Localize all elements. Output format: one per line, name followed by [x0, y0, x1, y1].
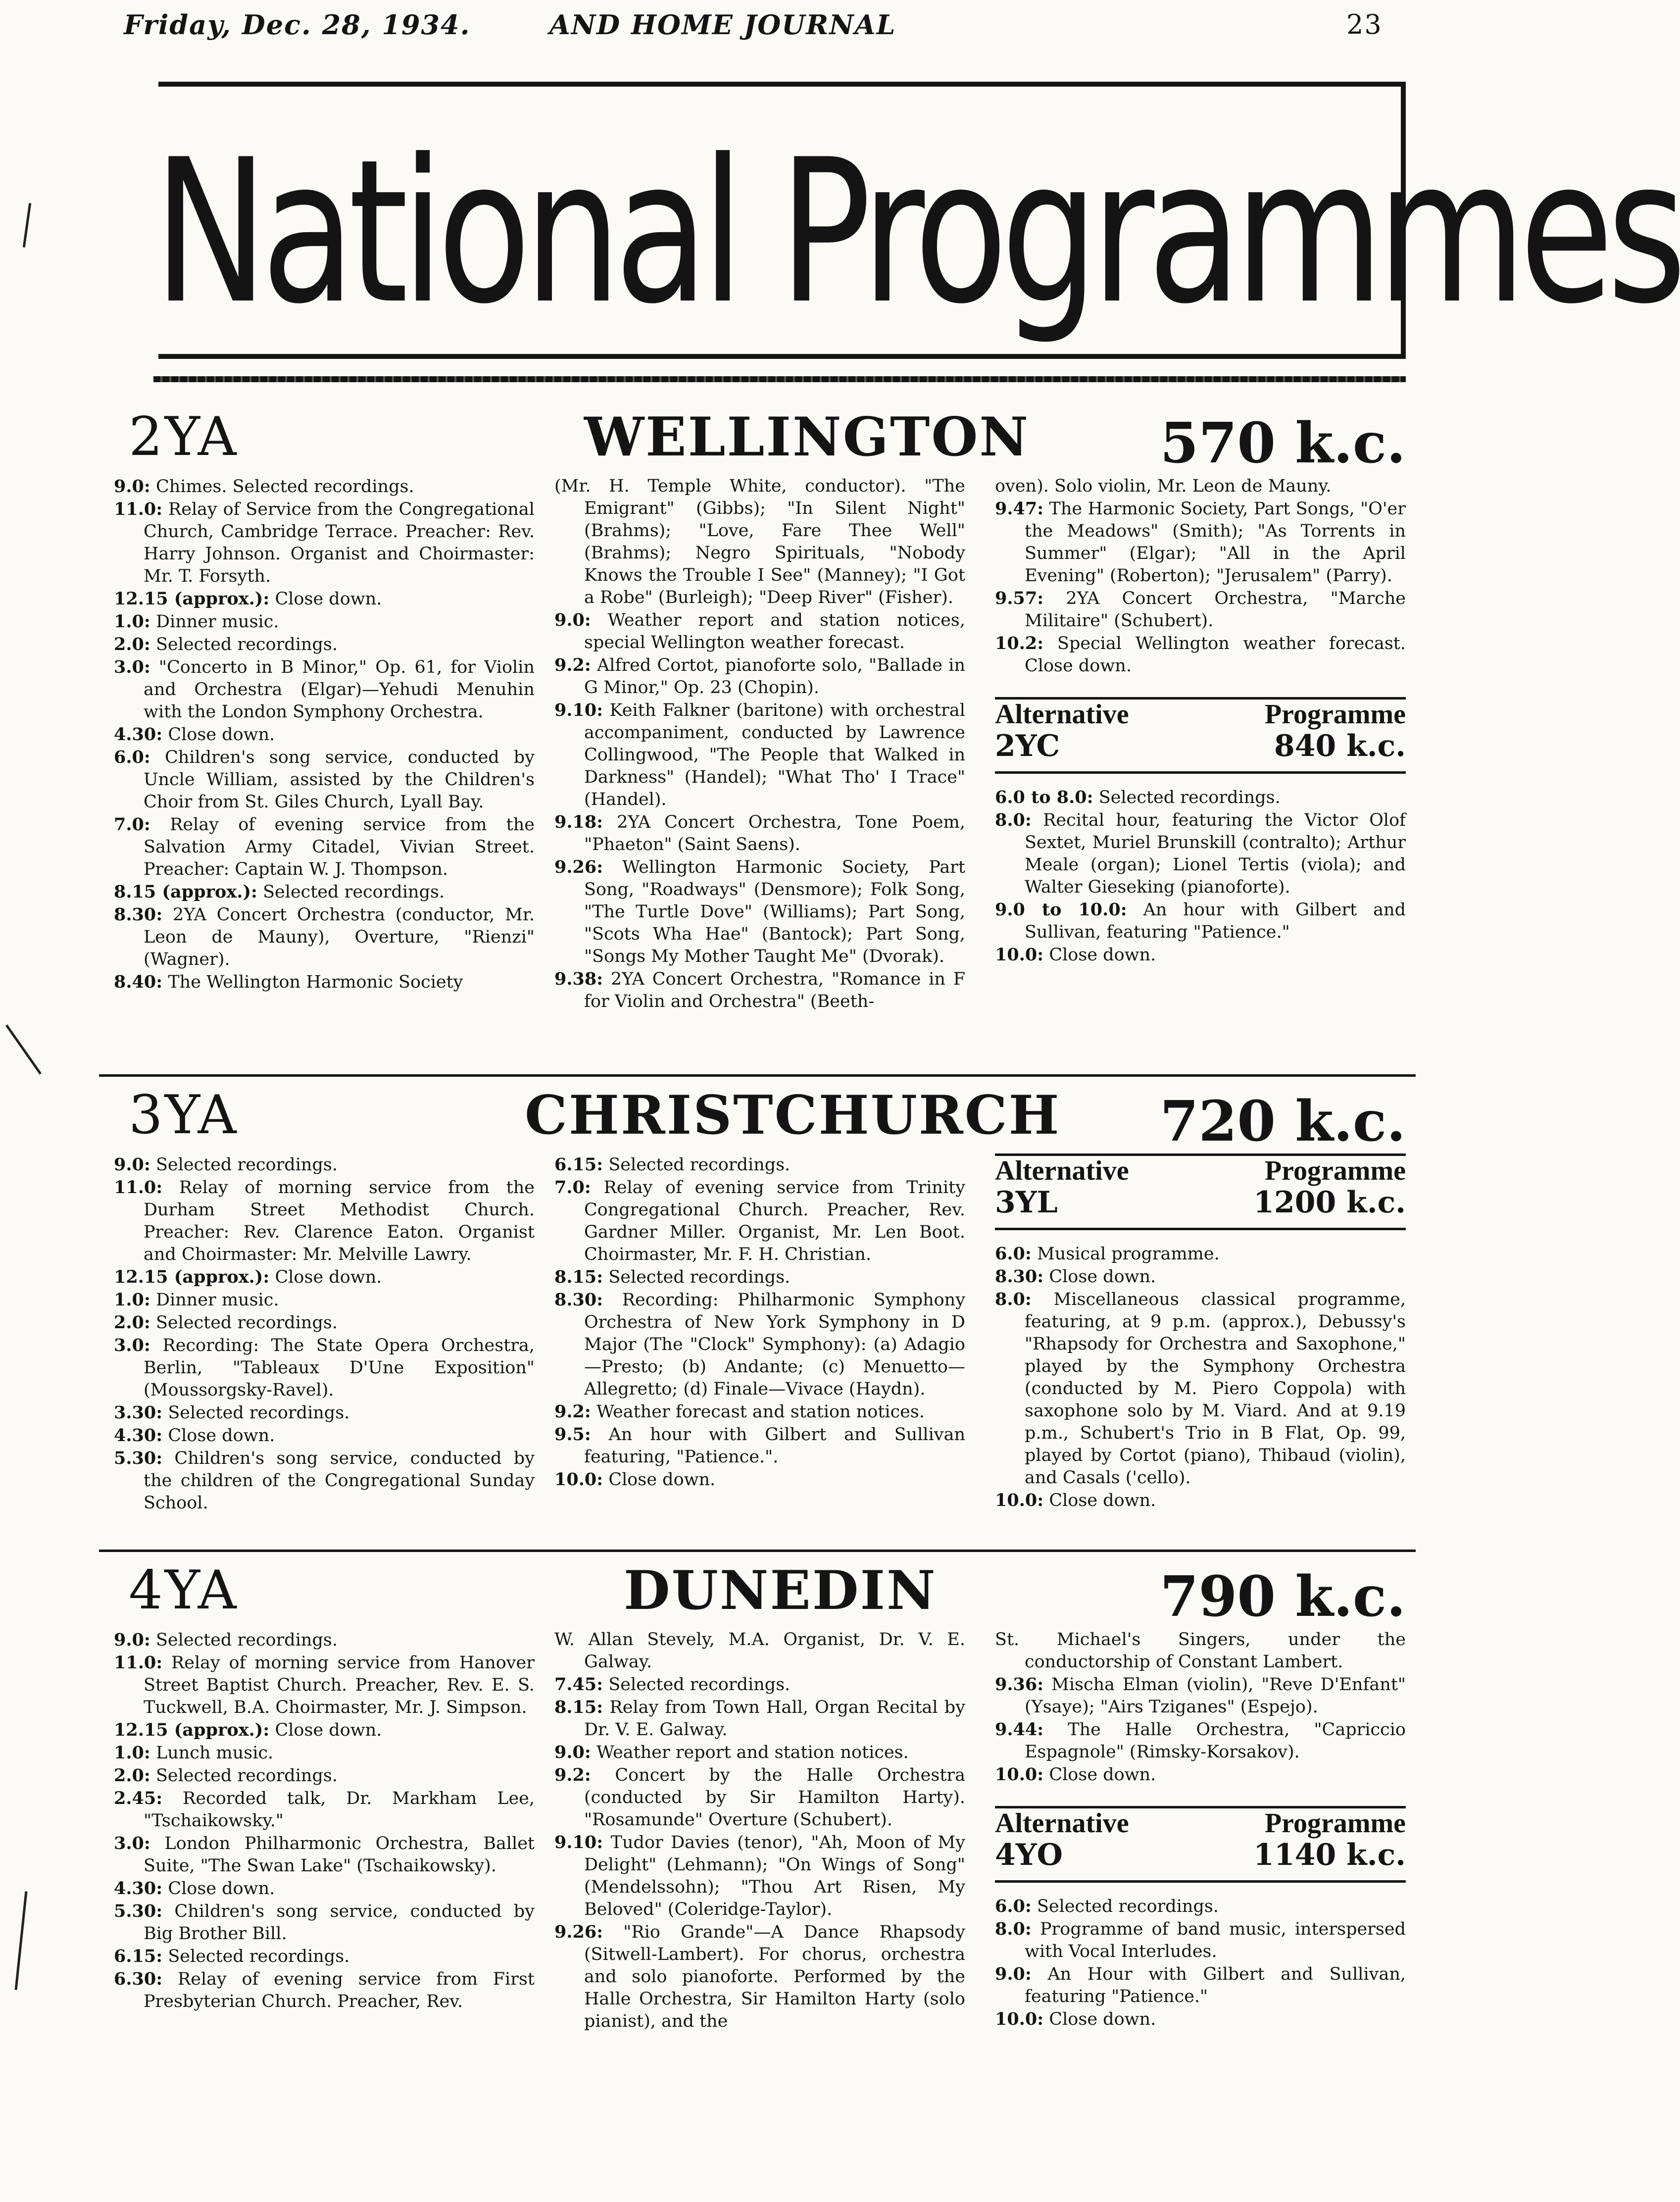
programme-entry	[554, 1831, 965, 1921]
entry-time: 4.30:	[114, 1878, 163, 1899]
entry-text: Children's song service, conducted by Big Brother Bill.	[144, 1902, 535, 1944]
programme-entry	[114, 1176, 535, 1266]
entry-text: "Rio Grande"—A Dance Rhapsody (Sitwell-Lambert). For chorus, orchestra and solo pianoforte. Performed by the Halle Orchestra, Sir Hamilton Harty (solo pianist), and the	[584, 1922, 965, 2031]
programme-entry	[995, 587, 1406, 632]
programme-entry	[114, 1266, 535, 1289]
entry-time: 9.47:	[995, 499, 1044, 519]
entry-text: Keith Falkner (baritone) with orchestral accompaniment, conducted by Lawrence Collingwood, "The People that Walked in Darkness" (Handel); "What Tho' I Trace" (Handel).	[584, 701, 965, 809]
entry-text: Selected recordings.	[168, 1403, 350, 1423]
entry-time: 2.45:	[114, 1788, 163, 1808]
programme-entry	[554, 1153, 965, 1176]
running-head	[124, 9, 1383, 53]
journal-name: AND HOME JOURNAL	[549, 9, 896, 41]
programme-entry	[995, 1718, 1406, 1763]
entry-text: 2YA Concert Orchestra, "Romance in F for Violin and Orchestra" (Beeth-	[584, 969, 965, 1011]
entry-text: Miscellaneous classical programme, featuring, at 9 p.m. (approx.), Debussy's "Rhapsody for Orchestra and Saxophone," played by the Symphony Orchestra (conducted by M. Piero Coppola) with saxophone solo by M. Viard. And at 9.19 p.m., Schubert's Trio in B Flat, Op. 99, played by Cortot (piano), Thibaud (violin), and Casals ('cello).	[1025, 1290, 1406, 1488]
entry-time: 4.30:	[114, 1425, 163, 1446]
entry-time: 9.0:	[554, 1742, 591, 1762]
programme-entry	[114, 1968, 535, 2013]
programme-entry	[554, 475, 965, 609]
entry-time: 7.0:	[554, 1177, 591, 1198]
entry-text: Selected recordings.	[1098, 788, 1281, 807]
programme-entry	[114, 1311, 535, 1334]
entry-text: Selected recordings.	[168, 1947, 350, 1966]
entry-text: Close down.	[1049, 1267, 1156, 1287]
programme-entry	[995, 1243, 1406, 1265]
column-middle	[554, 1629, 965, 2033]
entry-text: Recorded talk, Dr. Markham Lee, "Tschaikowsky."	[144, 1789, 535, 1831]
programme-entry	[114, 610, 535, 633]
station-frequency: 570 k.c.	[1160, 411, 1406, 476]
entry-time: 9.10:	[554, 1832, 603, 1852]
entry-time: 9.2:	[554, 655, 591, 675]
section-divider	[99, 1074, 1416, 1077]
entry-text: Wellington Harmonic Society, Part Song, "Roadways" (Densmore); Folk Song, "The Turtle Dove" (Williams); Part Song, "Scots Wha Hae" (Bantock); Part Song, "Songs My Mother Taught Me" (Dvorak).	[584, 857, 965, 966]
programme-entry	[114, 1832, 535, 1877]
entry-text: Dinner music.	[155, 1290, 279, 1310]
entry-time: 9.0:	[554, 610, 591, 630]
alternative-programme	[995, 1153, 1406, 1512]
entry-time: 8.0:	[995, 1289, 1032, 1309]
programme-entry	[114, 903, 535, 971]
entry-time: 9.0 to 10.0:	[995, 900, 1127, 920]
entry-time: 9.0:	[114, 1154, 150, 1175]
programme-entry	[554, 1696, 965, 1741]
column-right	[995, 1629, 1406, 2031]
entry-time: 6.0:	[995, 1896, 1032, 1916]
entry-text: Selected recordings.	[608, 1155, 791, 1175]
entry-text: Close down.	[168, 1426, 275, 1446]
entry-time: 8.30:	[554, 1290, 603, 1310]
entry-time: 10.0:	[995, 945, 1044, 965]
entry-time: 9.38:	[554, 969, 603, 989]
alternative-programme-header	[995, 697, 1406, 774]
margin-mark	[23, 203, 31, 248]
entry-time: 4.30:	[114, 724, 163, 745]
alt-label: Alternative	[995, 1155, 1129, 1186]
programme-entry	[995, 1918, 1406, 1963]
programme-entry	[995, 475, 1406, 498]
entry-text: Relay of morning service from Hanover Street Baptist Church. Preacher, Rev. E. S. Tuckwell, B.A. Choirmaster, Mr. J. Simpson.	[144, 1653, 535, 1717]
masthead-rule	[153, 376, 1406, 382]
entry-time: 9.36:	[995, 1674, 1044, 1695]
alt-station-code: 2YC	[995, 729, 1060, 763]
programme-entry	[114, 1787, 535, 1832]
entry-text: Relay of evening service from First Presbyterian Church. Preacher, Rev.	[144, 1969, 535, 2011]
entry-text: Selected recordings.	[155, 635, 338, 654]
entry-time: 8.15 (approx.):	[114, 882, 257, 902]
programme-entry	[554, 1921, 965, 2033]
alt-programme-label: Programme	[1264, 699, 1406, 730]
entry-text: An hour with Gilbert and Sullivan featuring, "Patience.".	[584, 1425, 965, 1467]
station-city: WELLINGTON	[584, 406, 1030, 468]
entry-time: 12.15 (approx.):	[114, 589, 270, 609]
entry-time: 10.0:	[995, 1490, 1044, 1510]
alt-station-frequency: 840 k.c.	[1274, 729, 1406, 763]
section-head	[99, 1559, 1406, 1629]
programme-entry	[114, 1629, 535, 1652]
programme-entry	[995, 1489, 1406, 1512]
entry-text: Tudor Davies (tenor), "Ah, Moon of My Delight" (Lehmann); "On Wings of Song" (Mendelssohn); "Thou Art Risen, My Beloved" (Coleridge-Taylor).	[584, 1833, 965, 1919]
entry-time: 12.15 (approx.):	[114, 1267, 270, 1287]
section-head	[99, 406, 1406, 476]
programme-entry	[114, 1447, 535, 1514]
entry-text: Selected recordings.	[608, 1675, 791, 1695]
programme-entry	[995, 1673, 1406, 1718]
programme-entry	[114, 498, 535, 588]
entry-text: Selected recordings.	[263, 882, 445, 902]
entry-text: 2YA Concert Orchestra (conductor, Mr. Leon de Mauny), Overture, "Rienzi" (Wagner).	[144, 905, 535, 969]
programme-entry	[995, 809, 1406, 899]
programme-entry	[114, 475, 535, 498]
entry-text: 2YA Concert Orchestra, "Marche Militaire" (Schubert).	[1025, 589, 1406, 631]
programme-entry	[554, 1741, 965, 1764]
programme-entry	[114, 1401, 535, 1424]
entry-text: Close down.	[1049, 945, 1156, 965]
entry-text: Close down.	[1049, 2009, 1156, 2029]
station-city: DUNEDIN	[624, 1559, 937, 1622]
entry-text: Children's song service, conducted by the children of the Congregational Sunday School.	[144, 1449, 535, 1513]
entry-text: Recording: Philharmonic Symphony Orchestra of New York Symphony in D Major (The "Clock" Symphony): (a) Adagio—Presto; (b) Andante; (c) Menuetto—Allegretto; (d) Finale—Vivace (Haydn).	[584, 1290, 965, 1399]
entry-time: 11.0:	[114, 499, 163, 519]
entry-text: Close down.	[168, 1879, 275, 1899]
alternative-programme-header	[995, 1153, 1406, 1230]
page-number: 23	[1346, 9, 1383, 40]
station-section-3ya	[99, 1084, 1406, 1545]
entry-time: 9.26:	[554, 857, 603, 877]
entry-time: 10.0:	[995, 1764, 1044, 1785]
programme-entry	[554, 654, 965, 699]
programme-entry	[114, 1289, 535, 1311]
column-right	[995, 1153, 1406, 1512]
entry-text: An hour with Gilbert and Sullivan, featuring "Patience."	[1025, 900, 1406, 942]
programme-entry	[114, 1334, 535, 1401]
entry-time: 6.0 to 8.0:	[995, 787, 1093, 807]
entry-text: Chimes. Selected recordings.	[155, 477, 414, 497]
entry-time: 1.0:	[114, 1743, 150, 1763]
entry-time: 1.0:	[114, 611, 150, 632]
entry-text: Lunch music.	[155, 1743, 274, 1763]
entry-text: The Harmonic Society, Part Songs, "O'er the Meadows" (Smith); "As Torrents in Summer" (Elgar); "All in the April Evening" (Roberton); "Jerusalem" (Parry).	[1025, 499, 1406, 586]
entry-text: Selected recordings.	[155, 1766, 338, 1786]
entry-text: Selected recordings.	[608, 1267, 791, 1287]
section-head	[99, 1084, 1406, 1154]
column-middle	[554, 475, 965, 1013]
programme-entry	[114, 1424, 535, 1447]
entry-time: 11.0:	[114, 1177, 163, 1198]
section-divider	[99, 1550, 1416, 1552]
programme-entry	[554, 699, 965, 811]
entry-text: Musical programme.	[1037, 1244, 1220, 1264]
entry-time: 10.0:	[554, 1469, 603, 1490]
programme-entry	[995, 1629, 1406, 1673]
entry-text: Weather report and station notices.	[596, 1743, 909, 1762]
masthead	[153, 77, 1680, 379]
programme-entry	[995, 1895, 1406, 1918]
entry-text: An Hour with Gilbert and Sullivan, featuring "Patience."	[1025, 1964, 1406, 2006]
column-middle	[554, 1153, 965, 1491]
programme-entry	[114, 1900, 535, 1945]
entry-text: Weather forecast and station notices.	[596, 1402, 925, 1422]
programme-entry	[995, 944, 1406, 966]
entry-time: 9.2:	[554, 1401, 591, 1422]
programme-entry	[114, 1877, 535, 1900]
entry-time: 6.15:	[114, 1946, 163, 1966]
entry-time: 1.0:	[114, 1290, 150, 1310]
programme-entry	[114, 1764, 535, 1787]
programme-entry	[114, 881, 535, 903]
entry-text: Recording: The State Opera Orchestra, Berlin, "Tableaux D'Une Exposition" (Moussorgsky-Ravel).	[144, 1336, 535, 1400]
alt-programme-label: Programme	[1264, 1155, 1406, 1186]
entry-text: Weather report and station notices, special Wellington weather forecast.	[584, 610, 965, 652]
programme-entry	[554, 856, 965, 968]
programme-entry	[114, 1719, 535, 1742]
entry-text: Close down.	[1049, 1765, 1156, 1785]
programme-entry	[114, 588, 535, 610]
entry-time: 8.15:	[554, 1697, 603, 1717]
entry-time: 3.0:	[114, 1833, 150, 1853]
entry-time: 10.2:	[995, 633, 1044, 653]
entry-time: 9.10:	[554, 700, 603, 720]
station-code: 2YA	[129, 406, 239, 468]
alternative-programme-header	[995, 1806, 1406, 1883]
entry-time: 8.15:	[554, 1267, 603, 1287]
entry-text: 2YA Concert Orchestra, Tone Poem, "Phaeton" (Saint Saens).	[584, 812, 965, 854]
entry-text: Close down.	[275, 1720, 382, 1740]
entry-time: 8.30:	[114, 904, 163, 925]
entry-time: 9.57:	[995, 588, 1044, 608]
programme-entry	[554, 1266, 965, 1289]
entry-time: 9.2:	[554, 1765, 591, 1785]
entry-text: Close down.	[275, 589, 382, 609]
entry-text: Programme of band music, interspersed with Vocal Interludes.	[1025, 1919, 1406, 1961]
programme-entry	[554, 1401, 965, 1423]
entry-text: Close down.	[275, 1267, 382, 1287]
entry-time: 5.30:	[114, 1901, 163, 1921]
entry-text: Selected recordings.	[155, 1630, 338, 1650]
column-right	[995, 475, 1406, 966]
entry-time: 8.30:	[995, 1266, 1044, 1287]
entry-text: London Philharmonic Orchestra, Ballet Suite, "The Swan Lake" (Tschaikowsky).	[144, 1834, 535, 1876]
entry-time: 6.30:	[114, 1969, 163, 1989]
programme-entry	[995, 1963, 1406, 2008]
entry-time: 8.0:	[995, 1919, 1032, 1939]
alt-programme-label: Programme	[1264, 1808, 1406, 1839]
column-left	[114, 1153, 535, 1514]
entry-time: 3.0:	[114, 657, 150, 677]
entry-text: Relay of evening service from Trinity Congregational Church. Preacher, Rev. Gardner Miller. Organist, Mr. Len Boot. Choirmaster, Mr. F. H. Christian.	[584, 1178, 965, 1264]
alternative-programme	[995, 1806, 1406, 2031]
station-code: 3YA	[129, 1084, 239, 1146]
entry-text: The Halle Orchestra, "Capriccio Espagnole" (Rimsky-Korsakov).	[1025, 1720, 1406, 1762]
entry-text: oven). Solo violin, Mr. Leon de Mauny.	[995, 476, 1332, 496]
entry-text: Relay of Service from the Congregational Church, Cambridge Terrace. Preacher: Rev. Harry Johnson. Organist and Choirmaster: Mr. T. Forsyth.	[144, 500, 535, 586]
station-city: CHRISTCHURCH	[525, 1084, 1061, 1147]
entry-time: 9.0:	[114, 1630, 150, 1650]
programme-entry	[114, 971, 535, 994]
entry-time: 2.0:	[114, 634, 150, 654]
entry-text: Selected recordings.	[155, 1155, 338, 1175]
entry-time: 9.18:	[554, 812, 603, 832]
entry-time: 7.45:	[554, 1674, 603, 1695]
programme-entry	[114, 1742, 535, 1764]
entry-text: Relay of evening service from the Salvation Army Citadel, Vivian Street. Preacher: Captain W. J. Thompson.	[144, 815, 535, 879]
entry-text: Selected recordings.	[1037, 1897, 1219, 1916]
programme-entry	[995, 899, 1406, 944]
programme-entry	[995, 1763, 1406, 1786]
programme-entry	[554, 1176, 965, 1266]
entry-text: Alfred Cortot, pianoforte solo, "Ballade in G Minor," Op. 23 (Chopin).	[584, 655, 965, 698]
entry-text: Close down.	[608, 1470, 716, 1490]
entry-text: Concert by the Halle Orchestra (conducted by Sir Hamilton Harty). "Rosamunde" Overture (Schubert).	[584, 1765, 965, 1830]
station-code: 4YA	[129, 1559, 239, 1621]
entry-text: Mischa Elman (violin), "Reve D'Enfant" (Ysaye); "Airs Tziganes" (Espejo).	[1025, 1675, 1406, 1717]
programme-entry	[114, 723, 535, 746]
programme-entry	[554, 968, 965, 1013]
programme-entry	[554, 1289, 965, 1401]
programme-entry	[114, 656, 535, 723]
margin-mark	[15, 1891, 28, 1990]
programme-entry	[995, 1265, 1406, 1288]
issue-date: Friday, Dec. 28, 1934.	[124, 9, 471, 41]
entry-text: Relay from Town Hall, Organ Recital by Dr. V. E. Galway.	[584, 1698, 965, 1740]
entry-time: 12.15 (approx.):	[114, 1720, 270, 1740]
alt-label: Alternative	[995, 1808, 1129, 1839]
programme-entry	[114, 1153, 535, 1176]
programme-entry	[554, 1468, 965, 1491]
alt-station-code: 3YL	[995, 1185, 1058, 1220]
programme-entry	[114, 1945, 535, 1968]
entry-text: Close down.	[168, 725, 275, 745]
entry-text: "Concerto in B Minor," Op. 61, for Violin and Orchestra (Elgar)—Yehudi Menuhin with the London Symphony Orchestra.	[144, 657, 535, 722]
entry-text: Recital hour, featuring the Victor Olof Sextet, Muriel Brunskill (contralto); Arthur Meale (organ); Lionel Tertis (viola); and Walter Gieseking (pianoforte).	[1025, 810, 1406, 897]
programme-entry	[995, 786, 1406, 809]
programme-entry	[554, 1673, 965, 1696]
entry-time: 6.0:	[995, 1244, 1032, 1264]
programme-entry	[554, 609, 965, 654]
programme-entry	[114, 746, 535, 813]
station-section-4ya	[99, 1559, 1406, 2198]
entry-text: Special Wellington weather forecast. Close down.	[1025, 634, 1406, 676]
entry-time: 6.0:	[114, 747, 150, 767]
alt-station-frequency: 1200 k.c.	[1253, 1185, 1406, 1220]
entry-text: The Wellington Harmonic Society	[168, 972, 463, 992]
entry-time: 8.40:	[114, 972, 163, 992]
entry-time: 9.44:	[995, 1719, 1044, 1740]
entry-text: St. Michael's Singers, under the conductorship of Constant Lambert.	[995, 1630, 1406, 1672]
programme-entry	[114, 813, 535, 881]
masthead-title: National Programmes	[153, 117, 1680, 348]
entry-time: 3.30:	[114, 1402, 163, 1423]
entry-time: 9.0:	[114, 476, 150, 497]
margin-mark	[5, 1024, 42, 1074]
entry-time: 11.0:	[114, 1652, 163, 1673]
entry-time: 7.0:	[114, 814, 150, 835]
entry-time: 10.0:	[995, 2009, 1044, 2029]
entry-time: 9.0:	[995, 1964, 1032, 1984]
entry-text: Selected recordings.	[155, 1313, 338, 1333]
entry-text: Dinner music.	[155, 612, 279, 632]
programme-entry	[554, 1423, 965, 1468]
entry-text: (Mr. H. Temple White, conductor). "The Emigrant" (Gibbs); "In Silent Night" (Brahms); "Love, Fare Thee Well" (Brahms); Negro Spirituals, "Nobody Knows the Trouble I See" (Manney); "I Got a Robe" (Burleigh); "Deep River" (Fisher).	[554, 476, 965, 607]
alt-label: Alternative	[995, 699, 1129, 730]
programme-entry	[114, 633, 535, 656]
column-left	[114, 475, 535, 994]
station-frequency: 790 k.c.	[1160, 1564, 1406, 1629]
entry-time: 8.0:	[995, 810, 1032, 830]
programme-entry	[554, 1764, 965, 1831]
programme-entry	[554, 811, 965, 856]
alt-station-code: 4YO	[995, 1838, 1063, 1872]
entry-time: 2.0:	[114, 1312, 150, 1333]
programme-entry	[554, 1629, 965, 1673]
column-left	[114, 1629, 535, 2013]
station-section-2ya	[99, 406, 1406, 1045]
entry-time: 9.26:	[554, 1922, 603, 1942]
entry-text: Relay of morning service from the Durham Street Methodist Church. Preacher: Rev. Clarence Eaton. Organist and Choirmaster: Mr. Melville Lawry.	[144, 1178, 535, 1264]
station-frequency: 720 k.c.	[1160, 1089, 1406, 1154]
programme-entry	[995, 632, 1406, 677]
programme-entry	[995, 498, 1406, 587]
entry-time: 9.5:	[554, 1424, 591, 1445]
programme-entry	[995, 2008, 1406, 2031]
entry-text: Children's song service, conducted by Uncle William, assisted by the Children's Choir from St. Giles Church, Lyall Bay.	[144, 748, 535, 812]
programme-entry	[114, 1652, 535, 1719]
alternative-programme	[995, 697, 1406, 966]
entry-text: Close down.	[1049, 1491, 1156, 1510]
entry-time: 2.0:	[114, 1765, 150, 1786]
programme-entry	[995, 1288, 1406, 1489]
entry-time: 5.30:	[114, 1448, 163, 1468]
entry-time: 6.15:	[554, 1154, 603, 1175]
entry-time: 3.0:	[114, 1335, 150, 1355]
alt-station-frequency: 1140 k.c.	[1253, 1838, 1406, 1872]
entry-text: W. Allan Stevely, M.A. Organist, Dr. V. E. Galway.	[554, 1630, 965, 1672]
